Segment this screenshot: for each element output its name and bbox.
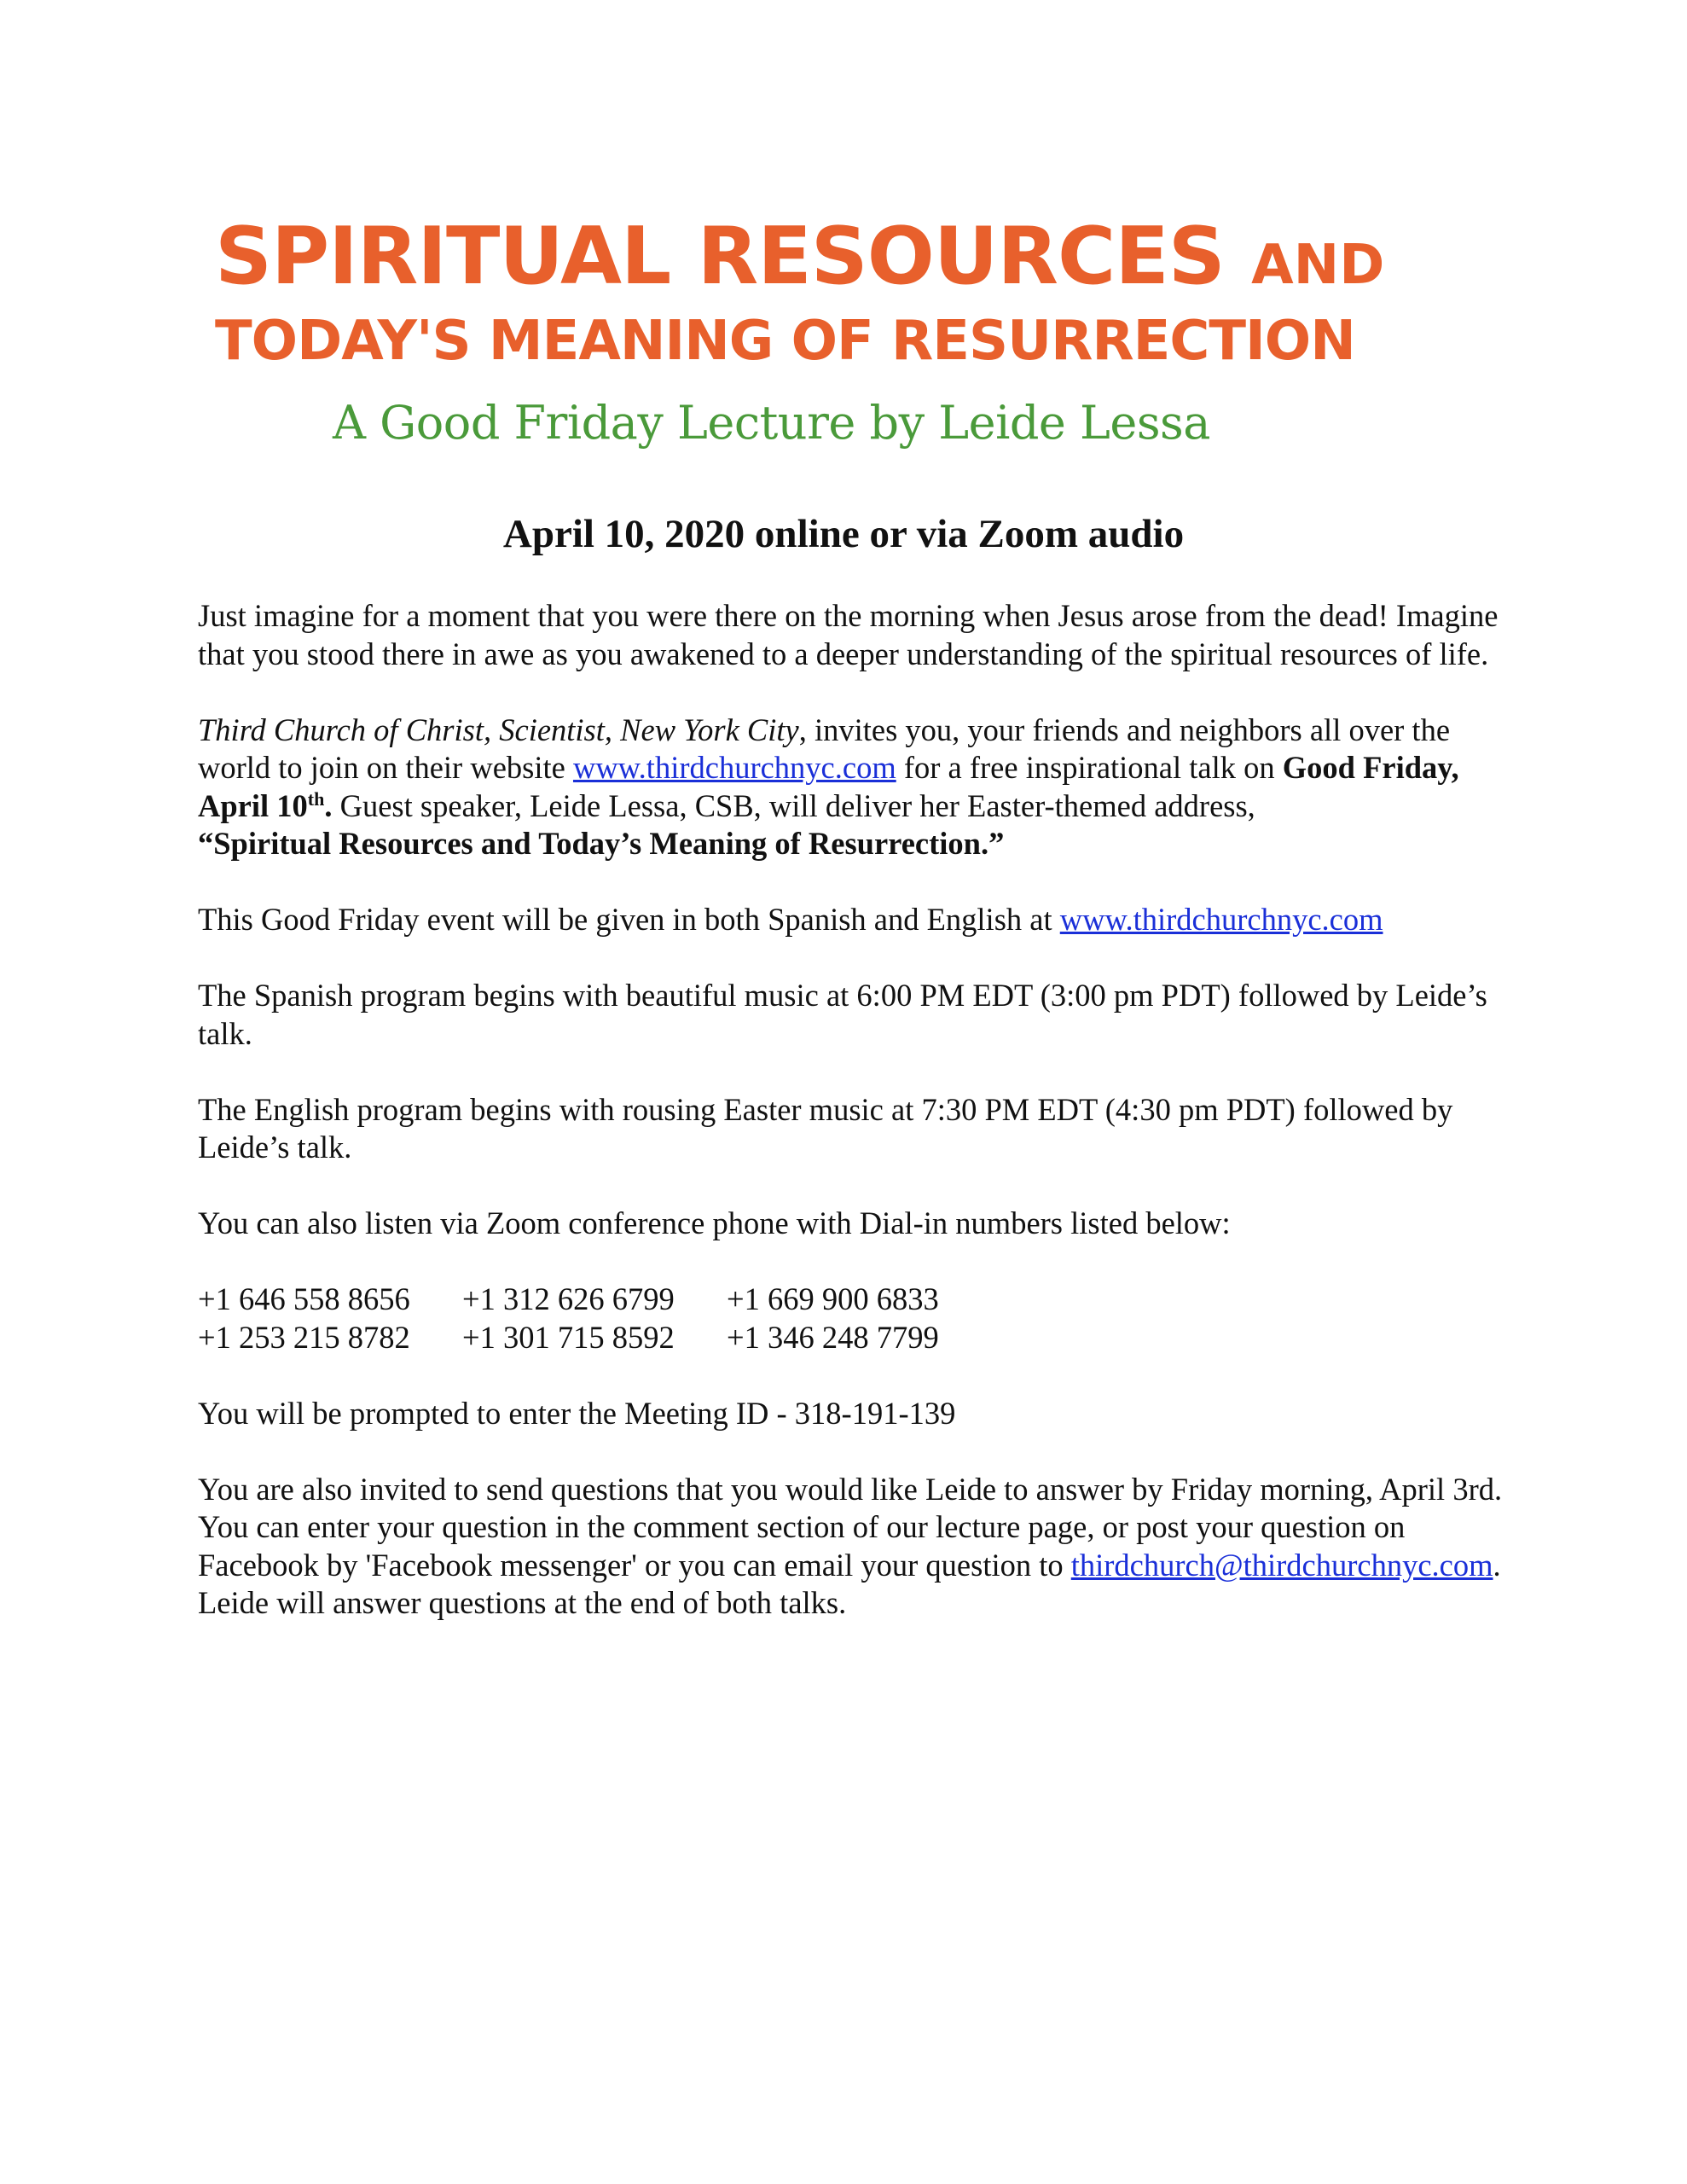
languages-paragraph xyxy=(198,901,1511,939)
phone-number-list xyxy=(198,1281,1511,1356)
invitation-paragraph xyxy=(198,712,1511,863)
questions-paragraph xyxy=(198,1471,1511,1623)
title-and: AND xyxy=(1251,234,1385,297)
english-program-paragraph: The English program begins with rousing Easter music at 7:30 PM EDT (4:30 pm PDT) followed by Leide’s talk. xyxy=(198,1091,1453,1165)
phone-number: +1 669 900 6833 xyxy=(727,1281,939,1316)
phone-number: +1 253 215 8782 xyxy=(198,1319,410,1355)
meeting-id-paragraph: You will be prompted to enter the Meeting ID - 318-191-139 xyxy=(198,1395,956,1431)
phone-number: +1 646 558 8656 xyxy=(198,1281,410,1316)
invitation-text-c: Guest speaker, Leide Lessa, CSB, will deliver her Easter-themed address, xyxy=(332,787,1255,823)
event-date-text: Good Friday, April 10 xyxy=(198,750,1459,823)
invitation-text-a: , invites you, your friends and neighbors all over the world to join on their website xyxy=(198,712,1451,785)
phone-number: +1 301 715 8592 xyxy=(462,1319,675,1355)
phone-number: +1 312 626 6799 xyxy=(462,1281,675,1316)
website-link[interactable]: www.thirdchurchnyc.com xyxy=(572,750,896,785)
event-date-sup: th xyxy=(307,787,325,810)
intro-paragraph: Just imagine for a moment that you were there on the morning when Jesus arose from the dead! Imagine that you stood there in awe as you awakened to a deeper understanding of the spiritual resources of life. xyxy=(198,598,1499,671)
church-name: Third Church of Christ, Scientist, New York City xyxy=(198,712,799,747)
title-main: SPIRITUAL RESOURCES xyxy=(215,210,1225,302)
phone-number: +1 346 248 7799 xyxy=(727,1319,939,1355)
questions-text: You are also invited to send questions that you would like Leide to answer by Friday morning, April 3rd. You can enter your question in the comment section of our lecture page, or post your question on Facebook by 'Facebook messenger' or you can email your question to xyxy=(198,1471,1503,1583)
talk-title: “Spiritual Resources and Today’s Meaning of Resurrection.” xyxy=(198,826,1005,861)
title-line-1 xyxy=(215,210,1409,308)
zoom-paragraph: You can also listen via Zoom conference phone with Dial-in numbers listed below: xyxy=(198,1205,1231,1240)
email-link[interactable]: thirdchurch@thirdchurchnyc.com xyxy=(1070,1547,1493,1583)
questions-text-after: . Leide will answer questions at the end of both talks. xyxy=(198,1547,1501,1620)
date-heading: April 10, 2020 online or via Zoom audio xyxy=(502,512,1185,556)
body-text xyxy=(198,597,1511,1660)
title-line-2: TODAY'S MEANING OF RESURRECTION xyxy=(215,310,1355,373)
event-date-period: . xyxy=(324,787,333,823)
spanish-program-paragraph: The Spanish program begins with beautiful music at 6:00 PM EDT (3:00 pm PDT) followed by Leide’s talk. xyxy=(198,978,1487,1051)
languages-text: This Good Friday event will be given in both Spanish and English at xyxy=(198,902,1060,937)
subtitle: A Good Friday Lecture by Leide Lessa xyxy=(333,396,1210,450)
invitation-text-b: for a free inspirational talk on xyxy=(896,750,1283,785)
website-link-2[interactable]: www.thirdchurchnyc.com xyxy=(1059,902,1383,937)
header-banner xyxy=(215,210,1409,453)
